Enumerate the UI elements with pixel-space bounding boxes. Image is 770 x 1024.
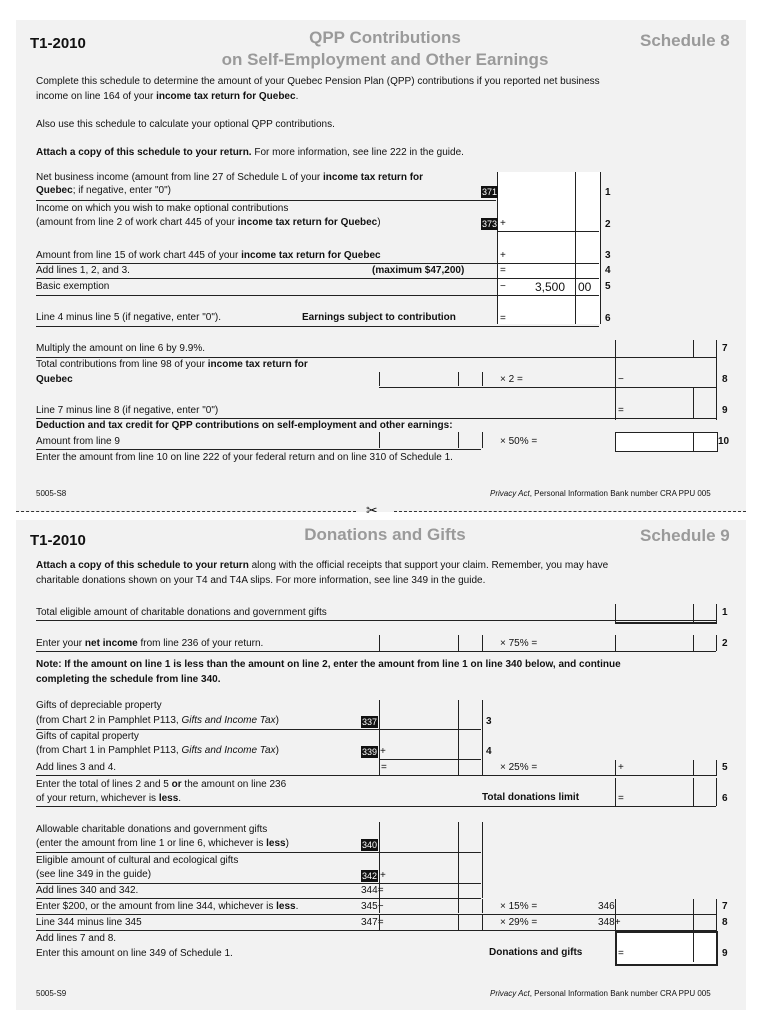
times-25: × 25% = [500,762,538,773]
equals-sign: = [500,313,506,324]
basic-exemption-cents: 00 [578,280,592,294]
line-7-input[interactable] [617,342,692,355]
s9-line-number-6: 6 [722,793,728,804]
rule [716,604,717,624]
plus-sign: + [618,762,624,773]
equals-sign: = [618,793,624,804]
code-337: 337 [362,717,378,727]
line-number-7: 7 [722,343,728,354]
s8-line8-label-cont: Quebec [36,374,73,385]
rule [36,883,481,884]
equals-sign: = [618,405,624,416]
code-371: 371 [482,187,498,197]
s8-line4-maximum: (maximum $47,200) [372,265,465,276]
schedule-8-title-line2: on Self-Employment and Other Earnings [221,50,549,69]
line-number-8: 8 [722,374,728,385]
rule [693,433,694,451]
line-number-5: 5 [605,281,611,292]
times-15: × 15% = [500,901,538,912]
line-347-input[interactable] [379,915,483,930]
rule [36,806,716,807]
line-number-10: 10 [718,436,730,447]
line-345-input[interactable] [379,899,483,913]
s8-right-column-right [716,340,717,420]
code-344: 344= [361,885,384,896]
line-1-input[interactable] [500,186,598,199]
s8-line3-label: Amount from line 15 of work chart 445 of your income tax return for Quebec [36,250,381,261]
gifts-capital-source: (from Chart 1 in Pamphlet P113, Gifts and Income Tax) [36,745,279,756]
times-29: × 29% = [500,917,538,928]
allowable-label-cont: (enter the amount from line 1 or line 6, whichever is less) [36,838,289,849]
s8-line4-label: Add lines 1, 2, and 3. [36,265,130,276]
times-75: × 75% = [500,638,538,649]
s8-line2-label-cont: (amount from line 2 of work chart 445 of your income tax return for Quebec) [36,217,381,228]
code-345: 345− [361,901,384,912]
s9-line-number-8: 8 [722,917,728,928]
rule [36,775,716,776]
s8-also-text: Also use this schedule to calculate your optional QPP contributions. [36,119,335,130]
rule [458,915,459,930]
donations-and-gifts-input[interactable] [615,931,718,966]
rule [36,930,716,931]
rule [36,729,481,730]
plus-sign: + [380,746,386,757]
form-id: T1-2010 [30,532,86,549]
gifts-capital-label: Gifts of capital property [36,731,139,742]
s9-note-line2: completing the schedule from line 340. [36,674,221,685]
rule [716,778,717,806]
rule [615,760,616,776]
rule [716,635,717,651]
scissors-icon: ✂ [366,502,378,518]
equals-sign: = [500,265,506,276]
eligible-cultural-label-cont: (see line 349 in the guide) [36,869,152,880]
s9-line1-label: Total eligible amount of charitable donations and government gifts [36,607,327,618]
rule [36,200,496,201]
schedule-9-title: Donations and Gifts [304,525,466,544]
rule [693,899,694,931]
cut-line-right [394,511,746,512]
line-337-input[interactable] [382,715,456,727]
s9-line-number-2: 2 [722,638,728,649]
rule [458,432,459,448]
times-50: × 50% = [500,436,538,447]
equals-sign: = [618,948,624,959]
s9-line6-label-cont: of your return, whichever is less. [36,793,182,804]
net-income-box[interactable] [379,635,483,651]
total-donations-limit-label: Total donations limit [482,792,580,803]
rule [36,295,599,296]
code-348: 348+ [598,917,621,928]
s8-intro-line2: income on line 164 of your income tax return for Quebec. [36,91,299,102]
s9-note-line1: Note: If the amount on line 1 is less than the amount on line 2, enter the amount from line 1 on line 340 below, and continue [36,659,621,670]
schedule-9-label: Schedule 9 [640,526,730,545]
s8-line9-label: Line 7 minus line 8 (if negative, enter "0") [36,405,219,416]
code-373: 373 [482,219,498,229]
line-340-input[interactable] [382,838,456,850]
rule [693,778,694,806]
eligible-cultural-label: Eligible amount of cultural and ecological gifts [36,855,239,866]
s8-line8-label: Total contributions from line 98 of your income tax return for [36,359,308,370]
s9-line-number-9: 9 [722,948,728,959]
rule [36,651,716,652]
code-347: 347= [361,917,384,928]
deduction-heading: Deduction and tax credit for QPP contributions on self-employment and other earnings: [36,420,453,431]
donations-and-gifts-label: Donations and gifts [489,947,583,958]
rule [716,899,717,931]
line-98-amount-box[interactable] [379,372,483,386]
line-number-3: 3 [605,250,611,261]
code-340: 340 [362,840,378,850]
s9-line-number-5: 5 [722,762,728,773]
s8-line6-label: Line 4 minus line 5 (if negative, enter "0"). [36,312,221,323]
code-342: 342 [362,871,378,881]
s8-right-column-left [615,340,616,420]
line-number-6: 6 [605,313,611,324]
plus-sign: + [500,250,506,261]
s8-line1-label-cont: Quebec; if negative, enter "0") [36,185,171,196]
enter-200-label: Enter $200, or the amount from line 344, whichever is less. [36,901,299,912]
s9-line-number-1: 1 [722,607,728,618]
total-donations-limit-input[interactable] [630,792,692,804]
rule [36,263,599,264]
s8-line5-label: Basic exemption [36,281,110,292]
s8-line7-label: Multiply the amount on line 6 by 9.9%. [36,343,205,354]
allowable-amount-column [379,822,483,898]
rule [379,759,481,760]
line-number-1: 1 [605,187,611,198]
s9-line6-label: Enter the total of lines 2 and 5 or the amount on line 236 [36,779,287,790]
rule [693,604,694,624]
line-339-input[interactable] [390,745,456,757]
rule [36,620,716,621]
s9-form-code: 5005-S9 [36,989,67,998]
line-9-input[interactable] [630,404,692,416]
gifts-amount-column [379,700,483,776]
s8-line1-label: Net business income (amount from line 27 of Schedule L of your income tax return for [36,172,424,183]
s8-attach-text: Attach a copy of this schedule to your return. For more information, see line 222 in the guide. [36,147,464,158]
rule [497,231,599,232]
s9-attach-line1: Attach a copy of this schedule to your return along with the official receipts that support your claim. Remember, you may have [36,560,609,571]
rule [458,372,459,386]
rule [693,635,694,651]
line-2-input[interactable] [510,218,598,230]
rule [615,604,616,624]
plus-sign: + [500,218,506,229]
line-3-input[interactable] [510,250,598,262]
rule [716,760,717,776]
line-10-input[interactable] [615,432,718,452]
enter-349-label: Enter this amount on line 349 of Schedule 1. [36,948,233,959]
line-6-input[interactable] [510,312,598,324]
s9-attach-line2: charitable donations shown on your T4 and T4A slips. For more information, see line 349 in the guide. [36,575,486,586]
s9-line2-label: Enter your net income from line 236 of your return. [36,638,264,649]
schedule-8-title-line1: QPP Contributions [309,28,461,47]
s9-line-number-3: 3 [486,716,492,727]
line-344-minus-345-label: Line 344 minus line 345 [36,917,142,928]
add-340-342-label: Add lines 340 and 342. [36,885,139,896]
gifts-depreciable-source: (from Chart 2 in Pamphlet P113, Gifts and Income Tax) [36,715,279,726]
minus-sign: − [500,281,506,292]
add-7-8-label: Add lines 7 and 8. [36,933,117,944]
rule [458,822,459,898]
s9-line-1-input[interactable] [617,606,692,619]
form-id: T1-2010 [30,35,86,52]
rule [458,635,459,651]
rule [693,760,694,776]
line-342-input[interactable] [390,869,456,881]
line-number-9: 9 [722,405,728,416]
rule [458,700,459,776]
line-9-amount-box[interactable] [379,432,483,448]
code-339: 339 [362,747,378,757]
cut-line-left [16,511,356,512]
rule [379,387,716,388]
rule [36,326,599,327]
line-number-2: 2 [605,219,611,230]
plus-sign: + [380,870,386,881]
s9-line-number-7: 7 [722,901,728,912]
allowable-label: Allowable charitable donations and government gifts [36,824,268,835]
s8-line10-label: Amount from line 9 [36,436,120,447]
s9-line5-label: Add lines 3 and 4. [36,762,117,773]
rule [693,388,694,418]
basic-exemption-dollars: 3,500 [535,280,566,294]
rule [615,778,616,806]
schedule-8-label: Schedule 8 [640,31,730,50]
s8-line2-label: Income on which you wish to make optional contributions [36,203,289,214]
rule [36,449,481,450]
s8-enter-line10-note: Enter the amount from line 10 on line 222 of your federal return and on line 310 of Schedule 1. [36,452,453,463]
rule [36,357,716,358]
rule [36,418,716,419]
rule [615,635,616,651]
rule [36,852,481,853]
s8-form-code: 5005-S8 [36,489,67,498]
minus-sign: − [618,374,624,385]
rule [36,278,599,279]
equals-sign: = [381,762,387,773]
s9-privacy-note: Privacy Act, Personal Information Bank number CRA PPU 005 [490,989,711,998]
rule [693,933,694,962]
s8-intro-line1: Complete this schedule to determine the amount of your Quebec Pension Plan (QPP) contributions if you reported net business [36,76,600,87]
gifts-depreciable-label: Gifts of depreciable property [36,700,162,711]
rule [36,914,716,915]
earnings-subject-label: Earnings subject to contribution [302,312,456,323]
rule [615,622,716,624]
s8-privacy-note: Privacy Act, Personal Information Bank number CRA PPU 005 [490,489,711,498]
line-number-4: 4 [605,265,611,276]
rule [458,899,459,913]
s9-line-number-4: 4 [486,746,492,757]
times-2: × 2 = [500,374,523,385]
rule [693,340,694,358]
code-346: 346 [598,901,615,912]
